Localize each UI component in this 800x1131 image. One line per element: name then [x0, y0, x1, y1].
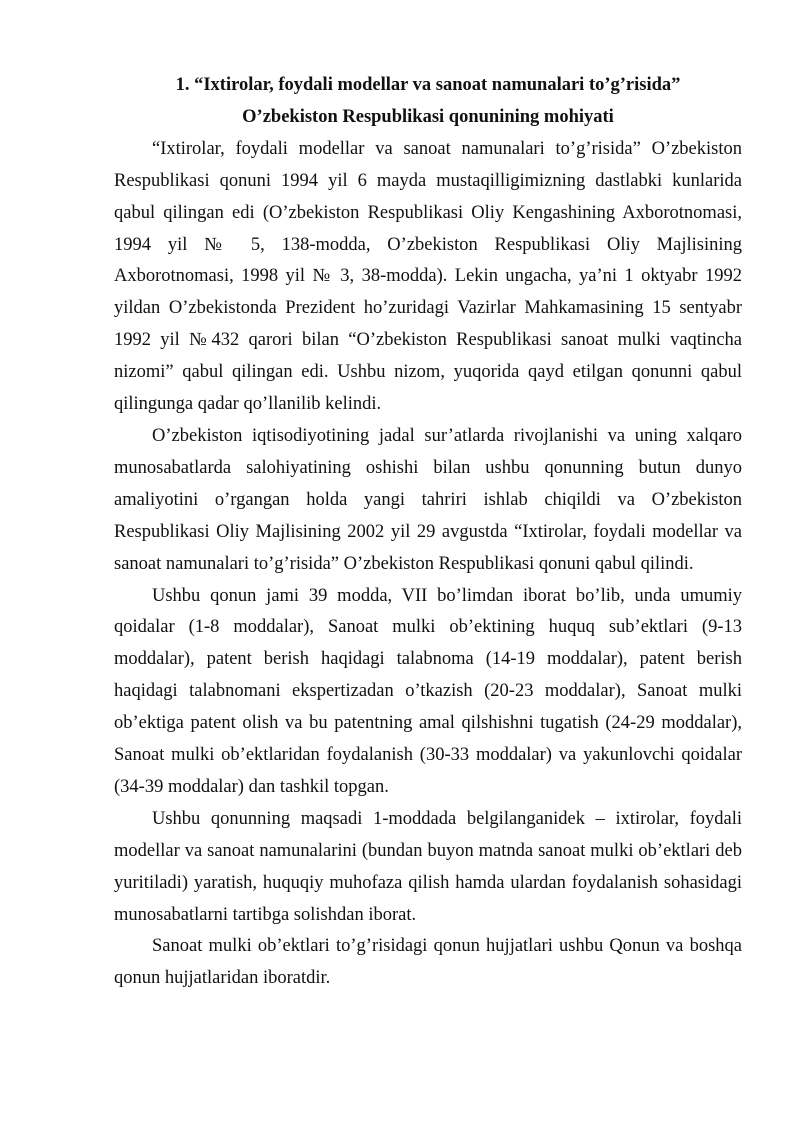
paragraph-law-structure: Ushbu qonun jami 39 modda, VII bo’limdan iborat bo’lib, unda umumiy qoidalar (1-8 moddalar), Sanoat mulki ob’ektining huquq sub’ektlari (9-13 moddalar), patent berish haqidagi talabnoma (14-19 moddalar), patent berish haqidagi talabnomani ekspertizadan o’tkazish (20-23 moddalar), Sanoat mulki ob’ektiga patent olish va bu patentning amal qilshishni tugatish (24-29 moddalar), Sanoat mulki ob’ektlaridan foydalanish (30-33 moddalar) va yakunlovchi qoidalar (34-39 moddalar) dan tashkil topgan.	[114, 585, 742, 797]
paragraph-law-purpose: Ushbu qonunning maqsadi 1-moddada belgilanganidek – ixtirolar, foydali modellar va sanoat namunalarini (bundan buyon matnda sanoat mulki ob’ektlari deb yuritiladi) yaratish, huquqiy muhofaza qilish hamda ulardan foydalanish sohasidagi munosabatlarni tartibga solishdan iborat.	[114, 808, 742, 925]
document-page	[114, 70, 742, 995]
paragraph-legislation: Sanoat mulki ob’ektlari to’g’risidagi qonun hujjatlari ushbu Qonun va boshqa qonun hujjatlaridan iboratdir.	[114, 936, 742, 989]
paragraph-new-edition: O’zbekiston iqtisodiyotining jadal sur’atlarda rivojlanishi va uning xalqaro munosabatlarda salohiyatining oshishi bilan ushbu qonunning butun dunyo amaliyotini o’rgangan holda yangi tahriri ishlab chiqildi va O’zbekiston Respublikasi Oliy Majlisining 2002 yil 29 avgustda “Ixtirolar, foydali modellar va sanoat namunalari to’g’risida” O’zbekiston Respublikasi qonuni qabul qilindi.	[114, 425, 742, 574]
section-subtitle: O’zbekiston Respublikasi qonunining mohiyati	[242, 106, 614, 127]
section-title: 1. “Ixtirolar, foydali modellar va sanoat namunalari to’g’risida”	[175, 75, 681, 95]
paragraph-law-adoption: “Ixtirolar, foydali modellar va sanoat namunalari to’g’risida” O’zbekiston Respublikasi qonuni 1994 yil 6 mayda mustaqilligimizning dastlabki kunlarida qabul qilingan edi (O’zbekiston Respublikasi Oliy Kengashining Axborotnomasi, 1994 yil № 5, 138-modda, O’zbekiston Respublikasi Oliy Majlisining Axborotnomasi, 1998 yil № 3, 38-modda). Lekin ungacha, ya’ni 1 oktyabr 1992 yildan O’zbekistonda Prezident ho’zuridagi Vazirlar Mahkamasining 15 sentyabr 1992 yil №432 qarori bilan “O’zbekiston Respublikasi sanoat mulki vaqtincha nizomi” qabul qilingan edi. Ushbu nizom, yuqorida qayd etilgan qonunni qabul qilingunga qadar qo’llanilib kelindi.	[114, 138, 742, 415]
